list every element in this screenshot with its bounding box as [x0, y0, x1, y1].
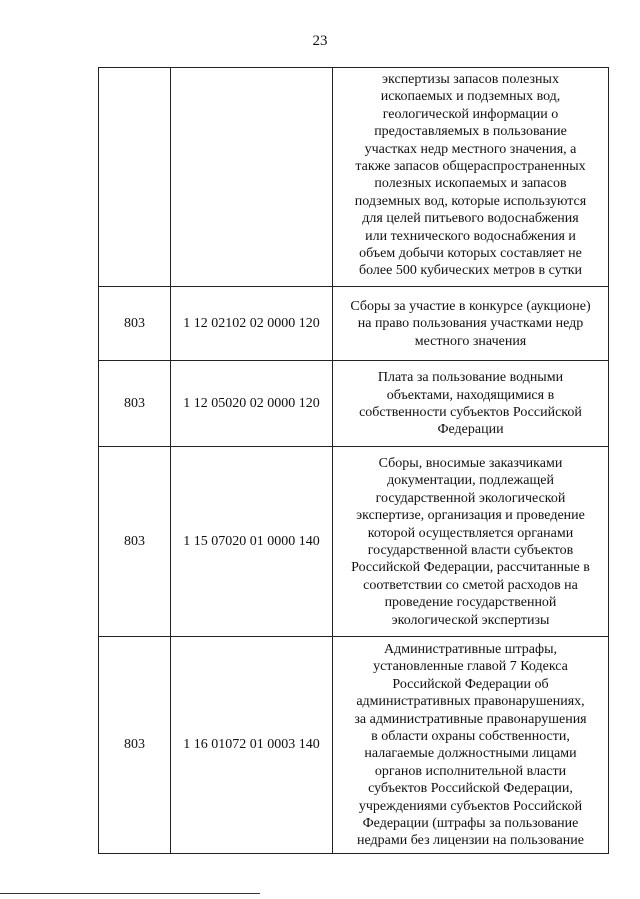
description-line: установленные главой 7 Кодекса — [373, 659, 568, 675]
kbk-code-cell: 1 16 01072 01 0003 140 — [171, 637, 333, 854]
description-line: налагаемые должностными лицами — [364, 746, 577, 762]
description-line: геологической информации о — [382, 106, 559, 122]
description-line: экспертизе, организация и проведение — [356, 508, 585, 524]
description-line: также запасов общераспространенных — [355, 159, 586, 175]
description-line: которой осуществляется органами — [367, 525, 574, 541]
description-line: полезных ископаемых и запасов — [374, 176, 567, 192]
description-line: местного значения — [414, 333, 527, 349]
description-line: государственной власти субъектов — [367, 543, 574, 558]
description-line: документации, подлежащей — [387, 473, 554, 489]
description-line: органов исполнительной власти — [374, 763, 567, 779]
description-line: в области охраны собственности, — [371, 729, 570, 745]
description-line: объектами, находящимися в — [386, 387, 555, 403]
description-line: более 500 кубических метров в сутки — [358, 263, 583, 279]
kbk-code-cell: 1 15 07020 01 0000 140 — [171, 447, 333, 637]
table-row — [99, 68, 609, 287]
budget-classification-table — [98, 67, 609, 854]
description-line: экологической экспертизы — [391, 612, 550, 628]
admin-code-cell: 803 — [99, 447, 171, 637]
description-line: подземных вод, которые используются — [354, 193, 587, 209]
admin-code-cell: 803 — [99, 287, 171, 361]
table-row — [99, 447, 609, 637]
description-cell — [333, 287, 609, 361]
description-line: объем добычи которых составляет не — [359, 246, 582, 262]
description-line: административных правонарушениях, — [356, 694, 585, 710]
description-line: проведение государственной — [384, 595, 557, 611]
description-line: ископаемых и подземных вод, — [380, 89, 561, 105]
description-line: экспертизы запасов полезных — [382, 72, 559, 87]
description-cell — [333, 68, 609, 287]
description-line: субъектов Российской Федерации, — [368, 781, 573, 797]
description-cell — [333, 361, 609, 447]
description-line: Сборы, вносимые заказчиками — [378, 455, 563, 471]
description-line: или технического водоснабжения и — [365, 228, 576, 244]
description-line: учреждениями субъектов Российской — [358, 798, 583, 814]
description-line: на право пользования участками недр — [357, 316, 584, 332]
admin-code-cell: 803 — [99, 637, 171, 854]
table-row — [99, 361, 609, 447]
kbk-code-cell: 1 12 02102 02 0000 120 — [171, 287, 333, 361]
table-row — [99, 287, 609, 361]
description-line: Российской Федерации, рассчитанные в — [351, 560, 590, 576]
description-line: для целей питьевого водоснабжения — [362, 211, 579, 227]
description-cell — [333, 447, 609, 637]
description-line: участках недр местного значения, а — [364, 141, 577, 157]
description-line: Плата за пользование водными — [377, 370, 564, 386]
description-cell — [333, 637, 609, 854]
description-line: соответствии со сметой расходов на — [363, 577, 578, 593]
footnote-divider — [0, 893, 260, 894]
description-line: недрами без лицензии на пользование — [357, 833, 584, 849]
kbk-code-cell: 1 12 05020 02 0000 120 — [171, 361, 333, 447]
page-number: 23 — [312, 33, 328, 49]
description-line: Административные штрафы, — [383, 642, 558, 657]
description-line: собственности субъектов Российской — [359, 405, 582, 420]
description-line: за административные правонарушения — [354, 711, 587, 727]
description-line: государственной экологической — [375, 490, 566, 506]
description-line: Российской Федерации об — [392, 676, 549, 692]
admin-code-cell: 803 — [99, 361, 171, 447]
kbk-code-cell — [171, 68, 333, 287]
description-line: Сборы за участие в конкурсе (аукционе) — [350, 298, 591, 314]
description-line: Федерации (штрафы за пользование — [362, 816, 579, 832]
description-line: Федерации — [437, 422, 504, 438]
table-row — [99, 637, 609, 854]
admin-code-cell — [99, 68, 171, 287]
description-line: предоставляемых в пользование — [374, 124, 567, 140]
